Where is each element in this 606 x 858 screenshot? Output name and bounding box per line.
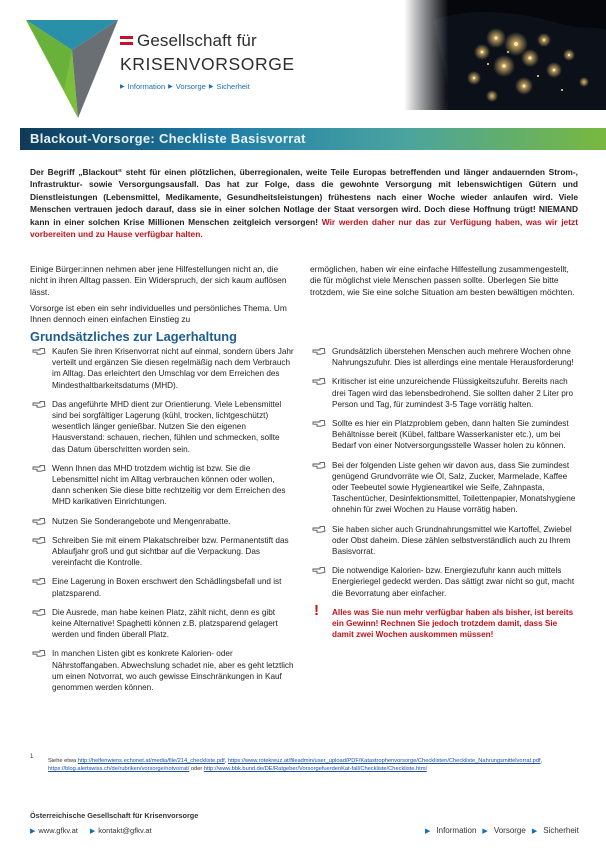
austria-flag-icon (120, 36, 133, 45)
triangle-bullet-icon: ▶ (531, 827, 538, 835)
list-item (30, 346, 294, 391)
tagline-item: Sicherheit (216, 82, 250, 91)
europe-night-image (404, 0, 606, 110)
list-item-text: Das angeführte MHD dient zur Orientierung. Viele Lebensmittel sind bei sorgfältiger Lagerung (kühl, trocken, lichtgeschützt) wesentlich länger genießbar. Nutzen Sie den eigenen Hausverstand: schauen, riechen, fühlen und schmecken, sollte das Datum überschritten worden sein. (52, 399, 282, 454)
left-paragraph: Einige Bürger:innen nehmen aber jene Hilfestellungen nicht an, die nicht in ihren Alltag passen. Ein Widerspruch, der sich kaum auflösen lässt. (30, 264, 287, 297)
section-heading: Grundsätzliches zur Lagerhaltung (30, 329, 237, 344)
list-item-text: Sollte es hier ein Platzproblem geben, dann halten Sie zumindest Behältnisse bereit (Kübel, faltbare Wasserkanister etc.), um bei Bedarf von einer Notversorgungsstelle Wasser holen zu können. (332, 419, 569, 451)
pointing-hand-icon (32, 648, 46, 658)
footer-email[interactable] (90, 826, 152, 835)
pointing-hand-icon (312, 346, 326, 356)
pointing-hand-icon (32, 607, 46, 617)
list-item (310, 565, 580, 599)
list-item (30, 399, 294, 455)
pointing-hand-icon (312, 524, 326, 534)
triangle-bullet-icon: ▶ (168, 84, 173, 90)
list-item (30, 516, 294, 527)
list-item (30, 463, 294, 508)
list-item (30, 576, 294, 598)
list-item (310, 418, 580, 452)
email-text: kontakt@gfkv.at (98, 826, 152, 835)
warning-item (310, 601, 580, 641)
tips-list-left (30, 346, 294, 701)
pointing-hand-icon (312, 460, 326, 470)
footnote-link[interactable]: http://www.bbk.bund.de/DE/Ratgeber/VorsorgefuerdenKat-fall/Checkliste/Checkliste.html (203, 766, 427, 773)
intro-text: Der Begriff „Blackout“ steht für einen plötzlichen, überregionalen, weite Teile Europas betreffenden und länger andauernden Strom-, Infrastruktur- sowie Versorgungsausfall. Das hat zur Folge, dass die gewohnte Versorgung mit lebenswichtigen Gütern und Dienstleistungen (Lebensmittel, Medikamente, Gesundheitsleistungen) frühestens nach einer Woche wieder anlaufen wird. Viele Menschen vertrauen jedoch darauf, dass sie in einer solchen Notlage der Staat versorgen wird. Doch diese Hoffnung trügt! NIEMAND kann in einer solchen Krise Millionen Menschen zeitgleich versorgen! (30, 167, 578, 227)
list-item-text: Schreiben Sie mit einem Plakatschreiber bzw. Permanentstift das Ablaufjahr groß und gut sichtbar auf die Verpackung. Das vereinfacht die Kontrolle. (52, 535, 289, 568)
logo-icon (26, 20, 118, 118)
intro-paragraph (30, 166, 578, 240)
pointing-hand-icon (32, 516, 46, 526)
list-item-text: Eine Lagerung in Boxen erschwert den Schädlingsbefall und ist platzsparend. (52, 577, 282, 598)
triangle-bullet-icon: ▶ (482, 827, 488, 835)
list-item (310, 524, 580, 558)
footer-nav-item: Vorsorge (493, 826, 526, 835)
left-paragraph: Vorsorge ist eben ein sehr individuelles und persönliches Thema. Um Ihnen dennoch einen einfachen Einstieg zu (30, 302, 287, 325)
tagline-item: Information (127, 82, 166, 91)
brand-name-line2: KRISENVORSORGE (120, 54, 295, 74)
pointing-hand-icon (312, 376, 326, 386)
tips-list-right (310, 346, 580, 648)
footer-contact (30, 826, 152, 835)
list-item (310, 346, 580, 368)
list-item-text: Die Ausrede, man habe keinen Platz, zählt nicht, denn es gibt keine Alternative! Spaghetti können z.B. platzsparend gelagert werden und finden überall Platz. (52, 607, 278, 640)
list-item-text: Sie haben sicher auch Grundnahrungsmittel wie Kartoffel, Zwiebel oder Obst daheim. Diese zählen selbstverständlich auch zu Ihrem Basisvorrat. (332, 524, 572, 557)
list-item-text: Die notwendige Kalorien- bzw. Energiezufuhr kann auch mittels Energieriegel gedeckt werden. Das sättigt zwar nicht so gut, macht die Bevorratung aber einfacher. (332, 566, 575, 598)
intro-highlight: Wir werden daher nur das zur Verfügung haben, was wir jetzt vorbereiten und zu Hause verfügbar halten. (30, 216, 578, 240)
right-paragraph: ermöglichen, haben wir eine einfache Hilfestellung zusammengestellt, die für möglichst viele Menschen passen sollte. Überlegen Sie bitte trotzdem, wie Sie eine solche Situation am besten bewältigen möchten. (310, 264, 575, 297)
triangle-bullet-icon: ▶ (30, 828, 36, 835)
list-item (310, 460, 580, 516)
right-column-text (310, 264, 578, 303)
footer-website[interactable] (30, 826, 78, 835)
footnote-lead: Siehe etwa (48, 758, 78, 764)
footnote-separator: , (540, 758, 543, 764)
list-item-text: Grundsätzlich überstehen Menschen auch mehrere Wochen ohne Nahrungszufuhr. Dies ist allerdings eine mentale Herausforderung! (332, 347, 574, 368)
footnote-number: 1 (30, 754, 34, 760)
triangle-bullet-icon: ▶ (120, 84, 125, 90)
list-item-text: Kaufen Sie ihren Krisenvorrat nicht auf einmal, sondern übers Jahr verteilt und ergänzen Sie diesen regelmäßig nach dem Verbrauch im Alltag. Das erleichtert den Umschlag vor dem Erreichen des Mindesthaltbarkeitsdatums (MHD). (52, 347, 294, 390)
list-item (30, 607, 294, 641)
list-item-text: In manchen Listen gibt es konkrete Kalorien- oder Nährstoffangaben. Abwechslung schadet nie, aber es geht letztlich um einen Notvorrat, wo auch gewisse Einschränkungen in Kauf genommen werden können. (52, 649, 294, 693)
pointing-hand-icon (32, 399, 46, 409)
pointing-hand-icon (312, 565, 326, 575)
page-title: Blackout-Vorsorge: Checkliste Basisvorrat (30, 131, 306, 146)
pointing-hand-icon (32, 463, 46, 473)
footnote-link[interactable]: http://helfenwiens.echonet.at/media/file/214_checkliste.pdf (77, 758, 225, 764)
list-item (310, 376, 580, 410)
footnote-link[interactable]: https://www.rotekreuz.at/fileadmin/user_upload/PDF/Katastrophenvorsorge/Checklisten/Checkliste_Nahrungsmittelvorrat.pdf (227, 758, 541, 764)
list-item-text: Wenn Ihnen das MHD trotzdem wichtig ist bzw. Sie die Lebensmittel nicht im Alltag verbrauchen können oder wollen, dann schenken Sie diese bitte rechtzeitig vor dem Erreichen des MHD karikativen Einrichtungen. (52, 463, 286, 507)
list-item (30, 535, 294, 569)
pointing-hand-icon (32, 346, 46, 356)
footer-nav-item: Information (436, 826, 477, 835)
tagline-item: Vorsorge (175, 82, 206, 91)
left-column-text (30, 264, 292, 330)
footer-nav-item: Sicherheit (543, 826, 579, 835)
list-item-text: Kritischer ist eine unzureichende Flüssigkeitszufuhr. Bereits nach drei Tagen wird das lebensbedrohend. Sie sollten daher 2 Liter pro Person und Tag, für zumindest 3-5 Tage vorrätig halten. (332, 377, 574, 409)
list-item-text: Bei der folgenden Liste gehen wir davon aus, dass Sie zumindest genügend Grundvorräte wie Öl, Salz, Zucker, Marmelade, Kaffee oder Teebeutel sowie Hygieneartikel wie Seife, Zahnpasta, Taschentücher, Desinfektionsmittel, Toilettenpapier, Monatshygiene ohnehin für zwei Wochen zu Hause vorrätig haben. (332, 460, 576, 515)
footnote (48, 757, 580, 773)
list-item (30, 648, 294, 693)
pointing-hand-icon (32, 576, 46, 586)
footnote-separator: , (224, 758, 228, 764)
triangle-bullet-icon: ▶ (425, 827, 431, 835)
triangle-bullet-icon: ▶ (89, 828, 96, 835)
exclamation-icon: ! (314, 601, 319, 619)
brand-tagline (120, 82, 250, 91)
pointing-hand-icon (312, 418, 326, 428)
triangle-bullet-icon: ▶ (208, 84, 214, 90)
pointing-hand-icon (32, 535, 46, 545)
list-item-text: Nutzen Sie Sonderangebote und Mengenrabatte. (52, 516, 231, 526)
footer-organization: Österreichische Gesellschaft für Krisenvorsorge (30, 811, 199, 820)
warning-text: Alles was Sie nun mehr verfügbar haben als bisher, ist bereits ein Gewinn! Rechnen Sie jedoch trotzdem damit, dass Sie damit zwei Wochen auskommen müssen! (332, 607, 574, 640)
footnote-link[interactable]: https://blog.alertswiss.ch/de/rubriken/vorsorge/notvorrat/ (48, 766, 190, 773)
footer-nav (425, 826, 579, 835)
footnote-separator: oder (189, 766, 204, 773)
website-text: www.gfkv.at (38, 826, 78, 835)
brand-name-line1: Gesellschaft für (137, 31, 257, 50)
